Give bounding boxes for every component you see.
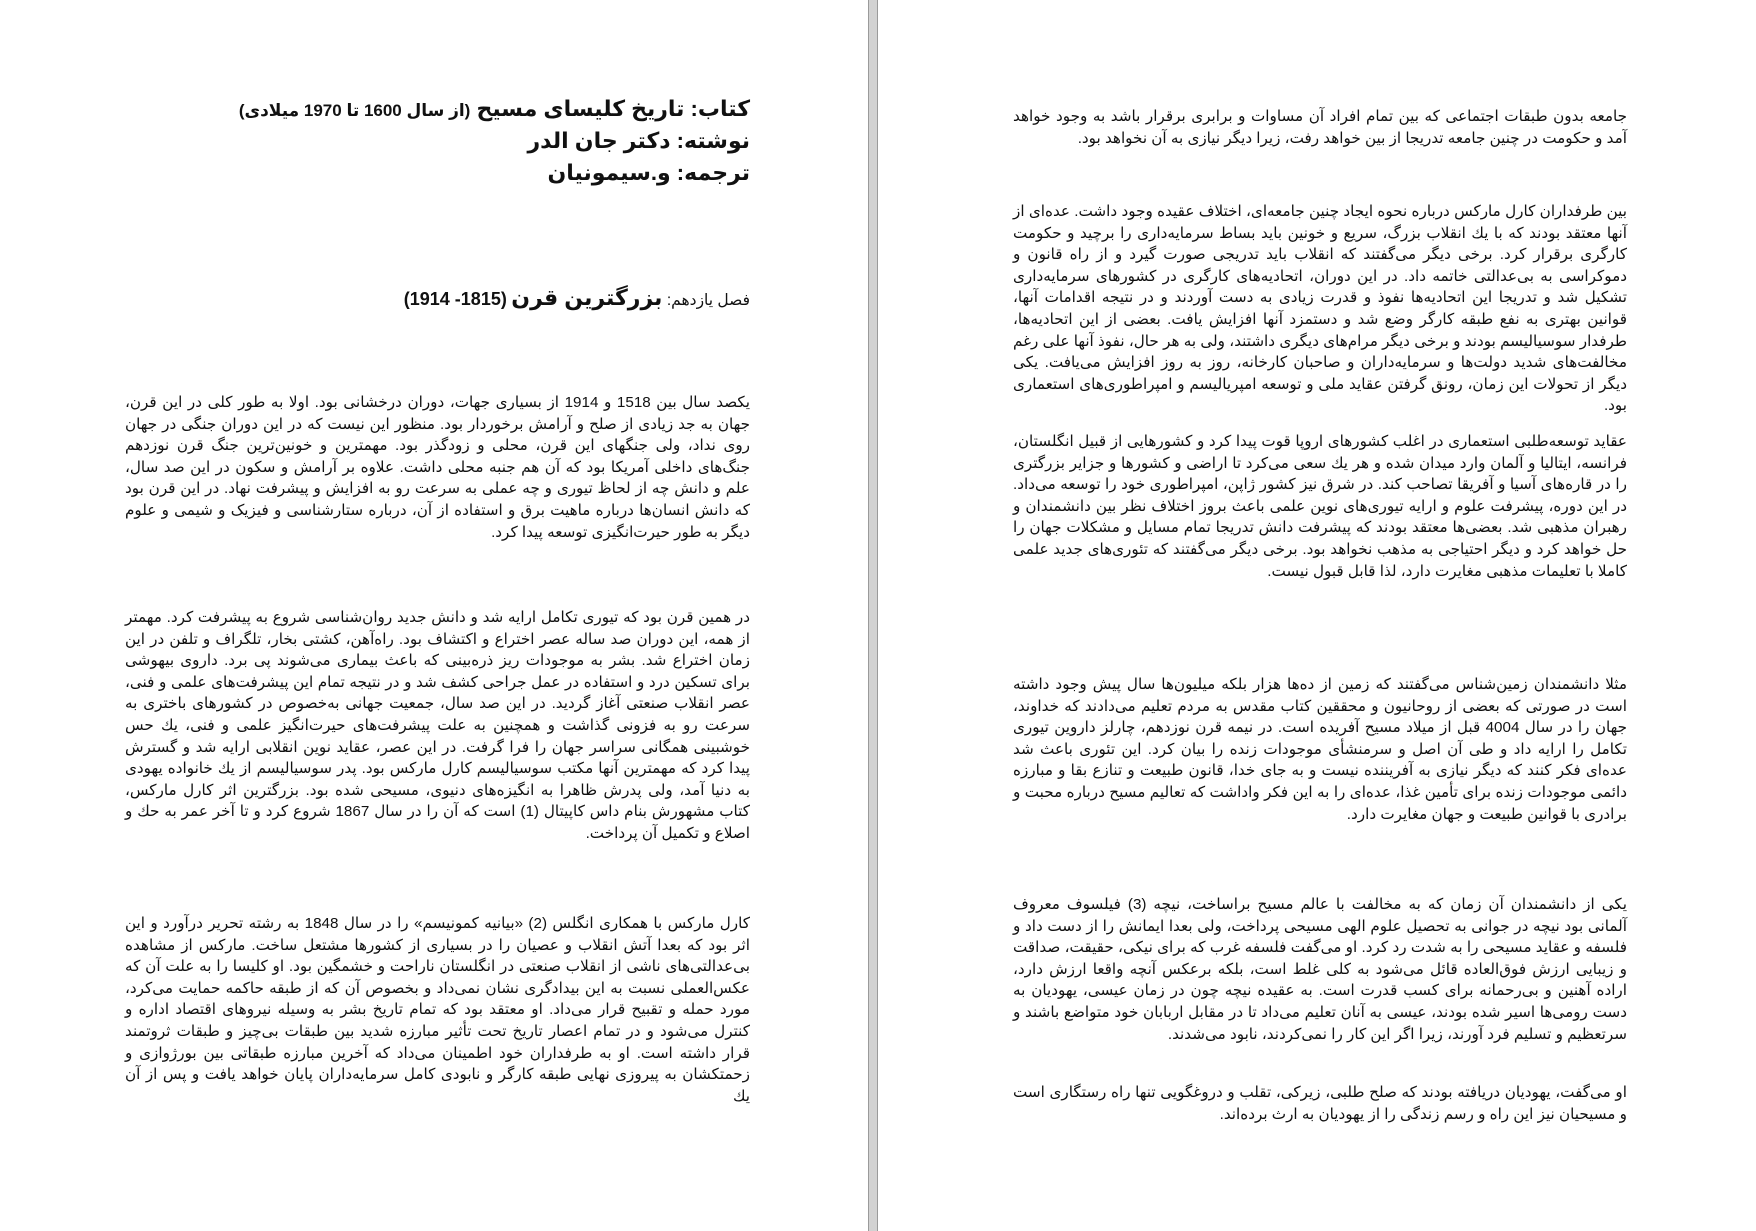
right-paragraph-2: بین طرفداران کارل مارکس درباره نحوه ایجاد چنین جامعه‌ای، اختلاف عقیده وجود داشت. عده‌ای از آنها معتقد بودند که با یك انقلاب بزرگ، سریع و خونین باید بساط سرمایه‌داری را برچید و حکومت کارگری برقرار کرد. برخی دیگر می‌گفتند که انقلاب باید تدریجی صورت گیرد و از راه قانون و دموکراسی به بی‌عدالتی خاتمه داد. در این دوران، اتحادیه‌های کارگری در کشورهای سرمایه‌داری تشکیل شد و تدریجا این اتحادیه‌ها نفوذ و قدرت زیادی به دست آوردند و در نتیجه اقدامات آنها، قوانین بهتری به نفع طبقه کارگر وضع شد و دستمزد آنها افزایش یافت. بعضی از این اتحادیه‌ها، طرفدار سوسیالیسم بودند و برخی دیگر مرام‌های دیگری داشتند، ولی به هر حال، نفوذ آنها علی رغم مخالفت‌های شدید دولت‌ها و سرمایه‌داران و صاحبان کارخانه، روز به روز افزایش می‌یافت. یکی دیگر از تحولات این زمان، رونق گرفتن عقاید ملی و توسعه امپریالیسم و امپراطوری‌های استعماری بود. <box>1013 203 1627 415</box>
book-title-line <box>125 93 750 127</box>
translator-line: ترجمه: و.سیمونیان <box>547 160 750 185</box>
right-page <box>878 0 1756 1231</box>
chapter-label: فصل یازدهم: <box>666 292 750 309</box>
chapter-name: بزرگترین قرن <box>511 285 663 310</box>
chapter-years: (1815- 1914) <box>403 289 507 309</box>
book-title: کتاب: تاریخ کلیسای مسیح <box>476 96 750 121</box>
author-line: نوشته: دکتر جان الدر <box>527 128 750 153</box>
left-paragraph-1: یکصد سال بین 1518 و 1914 از بسیاری جهات، دوران درخشانی بود. اولا به طور کلی در این قرن، جهان به جد زیادی از صلح و آرامش برخوردار بود. منظور این نیست که در این دوران جنگی در جهان روی نداد، ولی جنگهای این قرن، محلی و زودگذر بود. مهمترین و خونین‌ترین جنگ قرن نوزدهم جنگ‌های داخلی آمریکا بود که آن هم جنبه محلی داشت. علاوه بر آرامش و سکون در این صد سال، علم و دانش چه از لحاظ تیوری و چه عملی به سرعت رو به افزایش و پیشرفت نهاد. در این قرن بود که دانش انسان‌ها درباره ماهیت برق و استفاده از آن، درباره ستارشناسی و فیزیک و شیمی و علوم دیگر به طور حیرت‌انگیزی توسعه پیدا کرد. <box>125 394 750 541</box>
left-paragraph-2: در همین قرن بود که تیوری تکامل ارایه شد و دانش جدید روان‌شناسی شروع به پیشرفت کرد. مهمتر از همه، این دوران صد ساله عصر اختراع و اکتشاف بود. راه‌آهن، کشتی بخار، تلگراف و تلفن در این زمان اختراع شد. بشر به موجودات ریز ذره‌بینی که باعث بیماری می‌شوند پی برد. داروی بیهوشی برای تسکین درد و استفاده در عمل جراحی کشف شد و در نتیجه تمام این پیشرفت‌های علمی و فنی، عصر انقلاب صنعتی آغاز گردید. در این صد سال، جمعیت جهانی به‌خصوص در کشورهای باختری به سرعت رو به فزونی گذاشت و همچنین به علت پیشرفت‌های حیرت‌انگیز علمی و فنی، یك حس خوشبینی همگانی سراسر جهان را فرا گرفت. در این عصر، عقاید نوین انقلابی ارایه شد و گسترش پیدا کرد که مهمترین آنها مکتب سوسیالیسم کارل مارکس بود. پدر سوسیالیسم از یك خانواده یهودی به دنیا آمد، ولی پدرش ظاهرا به انگیزه‌های دنیوی، مسیحی شده بود. بزرگترین اثر کارل مارکس، کتاب مشهورش بنام داس کاپیتال (1) است که آن را در سال 1867 شروع کرد و تا آخر عمر به حك و اصلاع و تکمیل آن پرداخت. <box>125 609 750 842</box>
right-paragraph-3: عقاید توسعه‌طلبی استعماری در اغلب کشورهای اروپا قوت پیدا کرد و کشورهایی از قبیل انگلستان، فرانسه، ایتالیا و آلمان وارد میدان شده و هر یك سعی می‌کرد تا اراضی و کشورها و جزایر بزرگتری را در قاره‌های آسیا و آفریقا تصاحب کند. در شرق نیز کشور ژاپن، امپراطوری خود را توسعه می‌داد. در این دوره، پیشرفت علوم و ارایه تیوری‌های نوین علمی باعث بروز اختلاف نظر بین دانشمندان و رهبران مذهبی شد. بعضی‌ها معتقد بودند که پیشرفت دانش تدریجا تمام مسایل و مشکلات جهان را حل خواهد کرد و دیگر احتیاجی به مذهب نخواهد بود. برخی دیگر می‌گفتند که تئوری‌های جدید علمی کاملا با تعلیمات مذهبی مغایرت دارد، لذا قابل قبول نیست. <box>1013 433 1627 580</box>
left-paragraph-3: کارل مارکس با همکاری انگلس (2) «بیانیه کمونیسم» را در سال 1848 به رشته تحریر درآورد و این اثر بود که بعدا آتش انقلاب و عصیان را در بسیاری از کشورها مشتعل ساخت. مارکس از مشاهده بی‌عدالتی‌های ناشی از انقلاب صنعتی در انگلستان ناراحت و خشمگین بود. او کلیسا را به علت آن که عکس‌العملی نسبت به این بیدادگری نشان نمی‌داد و بخصوص آن که از طبقه حاکمه حمایت می‌کرد، مورد حمله و تقبیح قرار می‌داد. او معتقد بود که تمام تاریخ بشر به وسیله نیروهای اقتصاد اداره و کنترل می‌شود و در تمام اعصار تاریخ تحت تأثیر مبارزه شدید بین طبقات بی‌چیز و طبقات ثروتمند قرار داشته است. او به طرفداران خود اطمینان می‌داد که آخرین مبارزه طبقاتی بین بورژوازی و زحمتکشان به پیروزی نهایی طبقه کارگر و نابودی کامل سرمایه‌داران پایان خواهد یافت و پس از آن یك <box>125 915 750 1105</box>
chapter-heading <box>125 281 750 318</box>
right-paragraph-1: جامعه بدون طبقات اجتماعی که بین تمام افراد آن مساوات و برابری برقرار باشد به وجود خواهد آمد و حکومت در چنین جامعه تدریجا از بین خواهد رفت، زیرا دیگر نیازی به آن نخواهد بود. <box>1013 108 1627 147</box>
right-paragraph-4: مثلا دانشمندان زمین‌شناس می‌گفتند که زمین از ده‌ها هزار بلکه میلیون‌ها سال پیش وجود داشته است در صورتی که بعضی از روحانیون و محققین کتاب مقدس به مردم تعلیم می‌دادند که خداوند، جهان را در سال 4004 قبل از میلاد مسیح آفریده است. در نیمه قرن نوزدهم، چارلز داروین تیوری تکامل را ارایه داد و طی آن اصل و سرمنشأی موجودات زنده را بیان کرد. این تئوری باعث شد عده‌ای فکر کنند که دیگر نیازی به آفریننده نیست و به جای خدا، قانون طبیعت و تنازع بقا و مبارزه دائمی موجودات زنده برای تأمین غذا، عده‌ای را به این فکر واداشت که تعالیم مسیح درباره محبت و برادری با قوانین طبیعت و جهان مغایرت دارد. <box>1013 676 1628 823</box>
right-paragraph-6: او می‌گفت، یهودیان دریافته بودند که صلح طلبی، زیرکی، تقلب و دروغگویی تنها راه رستگاری است و مسیحیان نیز این راه و رسم زندگی را از یهودیان به ارث برده‌اند. <box>1013 1084 1627 1123</box>
page-gutter <box>868 0 878 1231</box>
right-paragraph-5: یکی از دانشمندان آن زمان که به مخالفت با عالم مسیح براساخت، نیچه (3) فیلسوف معروف آلمانی بود نیچه در جوانی به تحصیل علوم الهی مسیحی پرداخت، ولی بعدا ایمانش را از دست داد و فلسفه و عقاید مسیحی را به شدت رد کرد. او می‌گفت فلسفه غرب که برای نیکی، حقیقت، صداقت و زیبایی ارزش فوق‌العاده قائل می‌شود به کلی غلط است، بلکه برعکس آنچه واقعا ارزش دارد، اراده آهنین و بی‌رحمانه برای کسب قدرت است. به عقیده نیچه چون در زمان عیسی، یهودیان به دست رومی‌ها اسیر شده بودند، عیسی به آنان تعلیم می‌داد تا در مقابل اربابان خود متواضع باشند و سرتعظیم و تسلیم فرد آورند، زیرا اگر این کار را نمی‌کردند، نابود می‌شدند. <box>1013 896 1627 1043</box>
left-page <box>0 0 868 1231</box>
book-year-range: (از سال 1600 تا 1970 میلادی) <box>238 101 471 120</box>
